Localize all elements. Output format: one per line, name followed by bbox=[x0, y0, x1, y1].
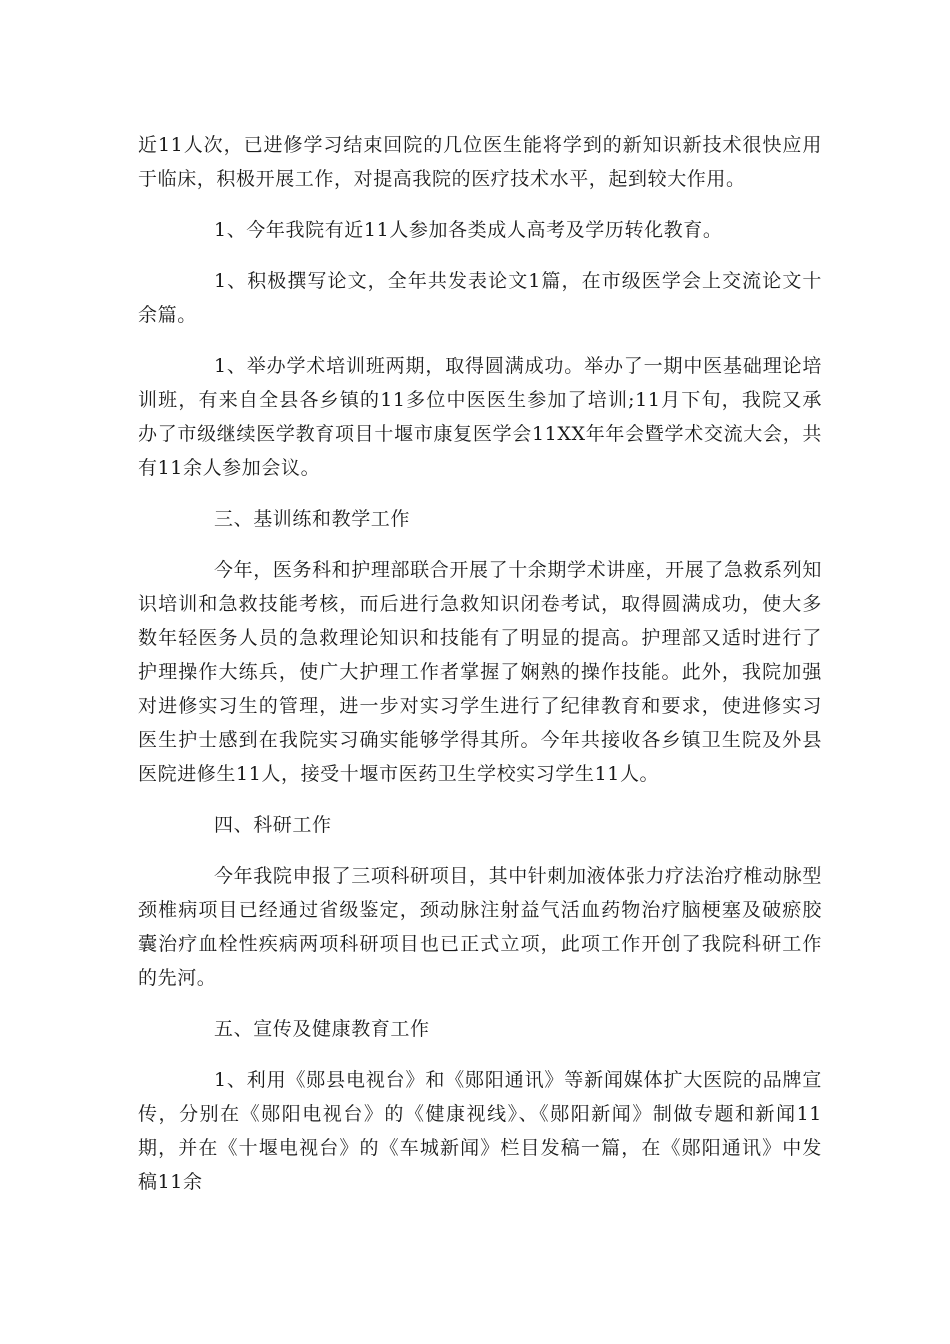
document-page bbox=[138, 128, 822, 1199]
paragraph-adult-education: 1、今年我院有近11人参加各类成人高考及学历转化教育。 bbox=[214, 219, 723, 241]
paragraph-research: 今年我院申报了三项科研项目，其中针刺加液体张力疗法治疗椎动脉型颈椎病项目已经通过省级鉴定，颈动脉注射益气活血药物治疗脑梗塞及破瘀胶囊治疗血栓性疾病两项科研项目也已正式立项，此项工作开创了我院科研工作的先河。 bbox=[138, 865, 822, 989]
paragraph-training-teaching: 今年，医务科和护理部联合开展了十余期学术讲座，开展了急救系列知识培训和急救技能考核，而后进行急救知识闭卷考试，取得圆满成功，使大多数年轻医务人员的急救理论知识和技能有了明显的提高。护理部又适时进行了护理操作大练兵，使广大护理工作者掌握了娴熟的操作技能。此外，我院加强对进修实习生的管理，进一步对实习学生进行了纪律教育和要求，使进修实习医生护士感到在我院实习确实能够学得其所。今年共接收各乡镇卫生院及外县医院进修生11人，接受十堰市医药卫生学校实习学生11人。 bbox=[138, 559, 822, 785]
section-heading-research: 四、科研工作 bbox=[214, 814, 332, 836]
paragraph-training-classes: 1、举办学术培训班两期，取得圆满成功。举办了一期中医基础理论培训班，有来自全县各乡镇的11多位中医医生参加了培训;11月下旬，我院又承办了市级继续医学教育项目十堰市康复医学会11XX年年会暨学术交流大会，共有11余人参加会议。 bbox=[138, 355, 822, 479]
section-heading-training-teaching: 三、基训练和教学工作 bbox=[214, 508, 411, 530]
paragraph-continuation: 近11人次，已进修学习结束回院的几位医生能将学到的新知识新技术很快应用于临床，积极开展工作，对提高我院的医疗技术水平，起到较大作用。 bbox=[138, 134, 822, 190]
paragraph-papers: 1、积极撰写论文，全年共发表论文1篇，在市级医学会上交流论文十余篇。 bbox=[138, 270, 822, 326]
paragraph-publicity: 1、利用《郧县电视台》和《郧阳通讯》等新闻媒体扩大医院的品牌宣传，分别在《郧阳电视台》的《健康视线》、《郧阳新闻》制做专题和新闻11期，并在《十堰电视台》的《车城新闻》栏目发稿一篇，在《郧阳通讯》中发稿11余 bbox=[138, 1069, 822, 1193]
section-heading-publicity: 五、宣传及健康教育工作 bbox=[214, 1018, 430, 1040]
